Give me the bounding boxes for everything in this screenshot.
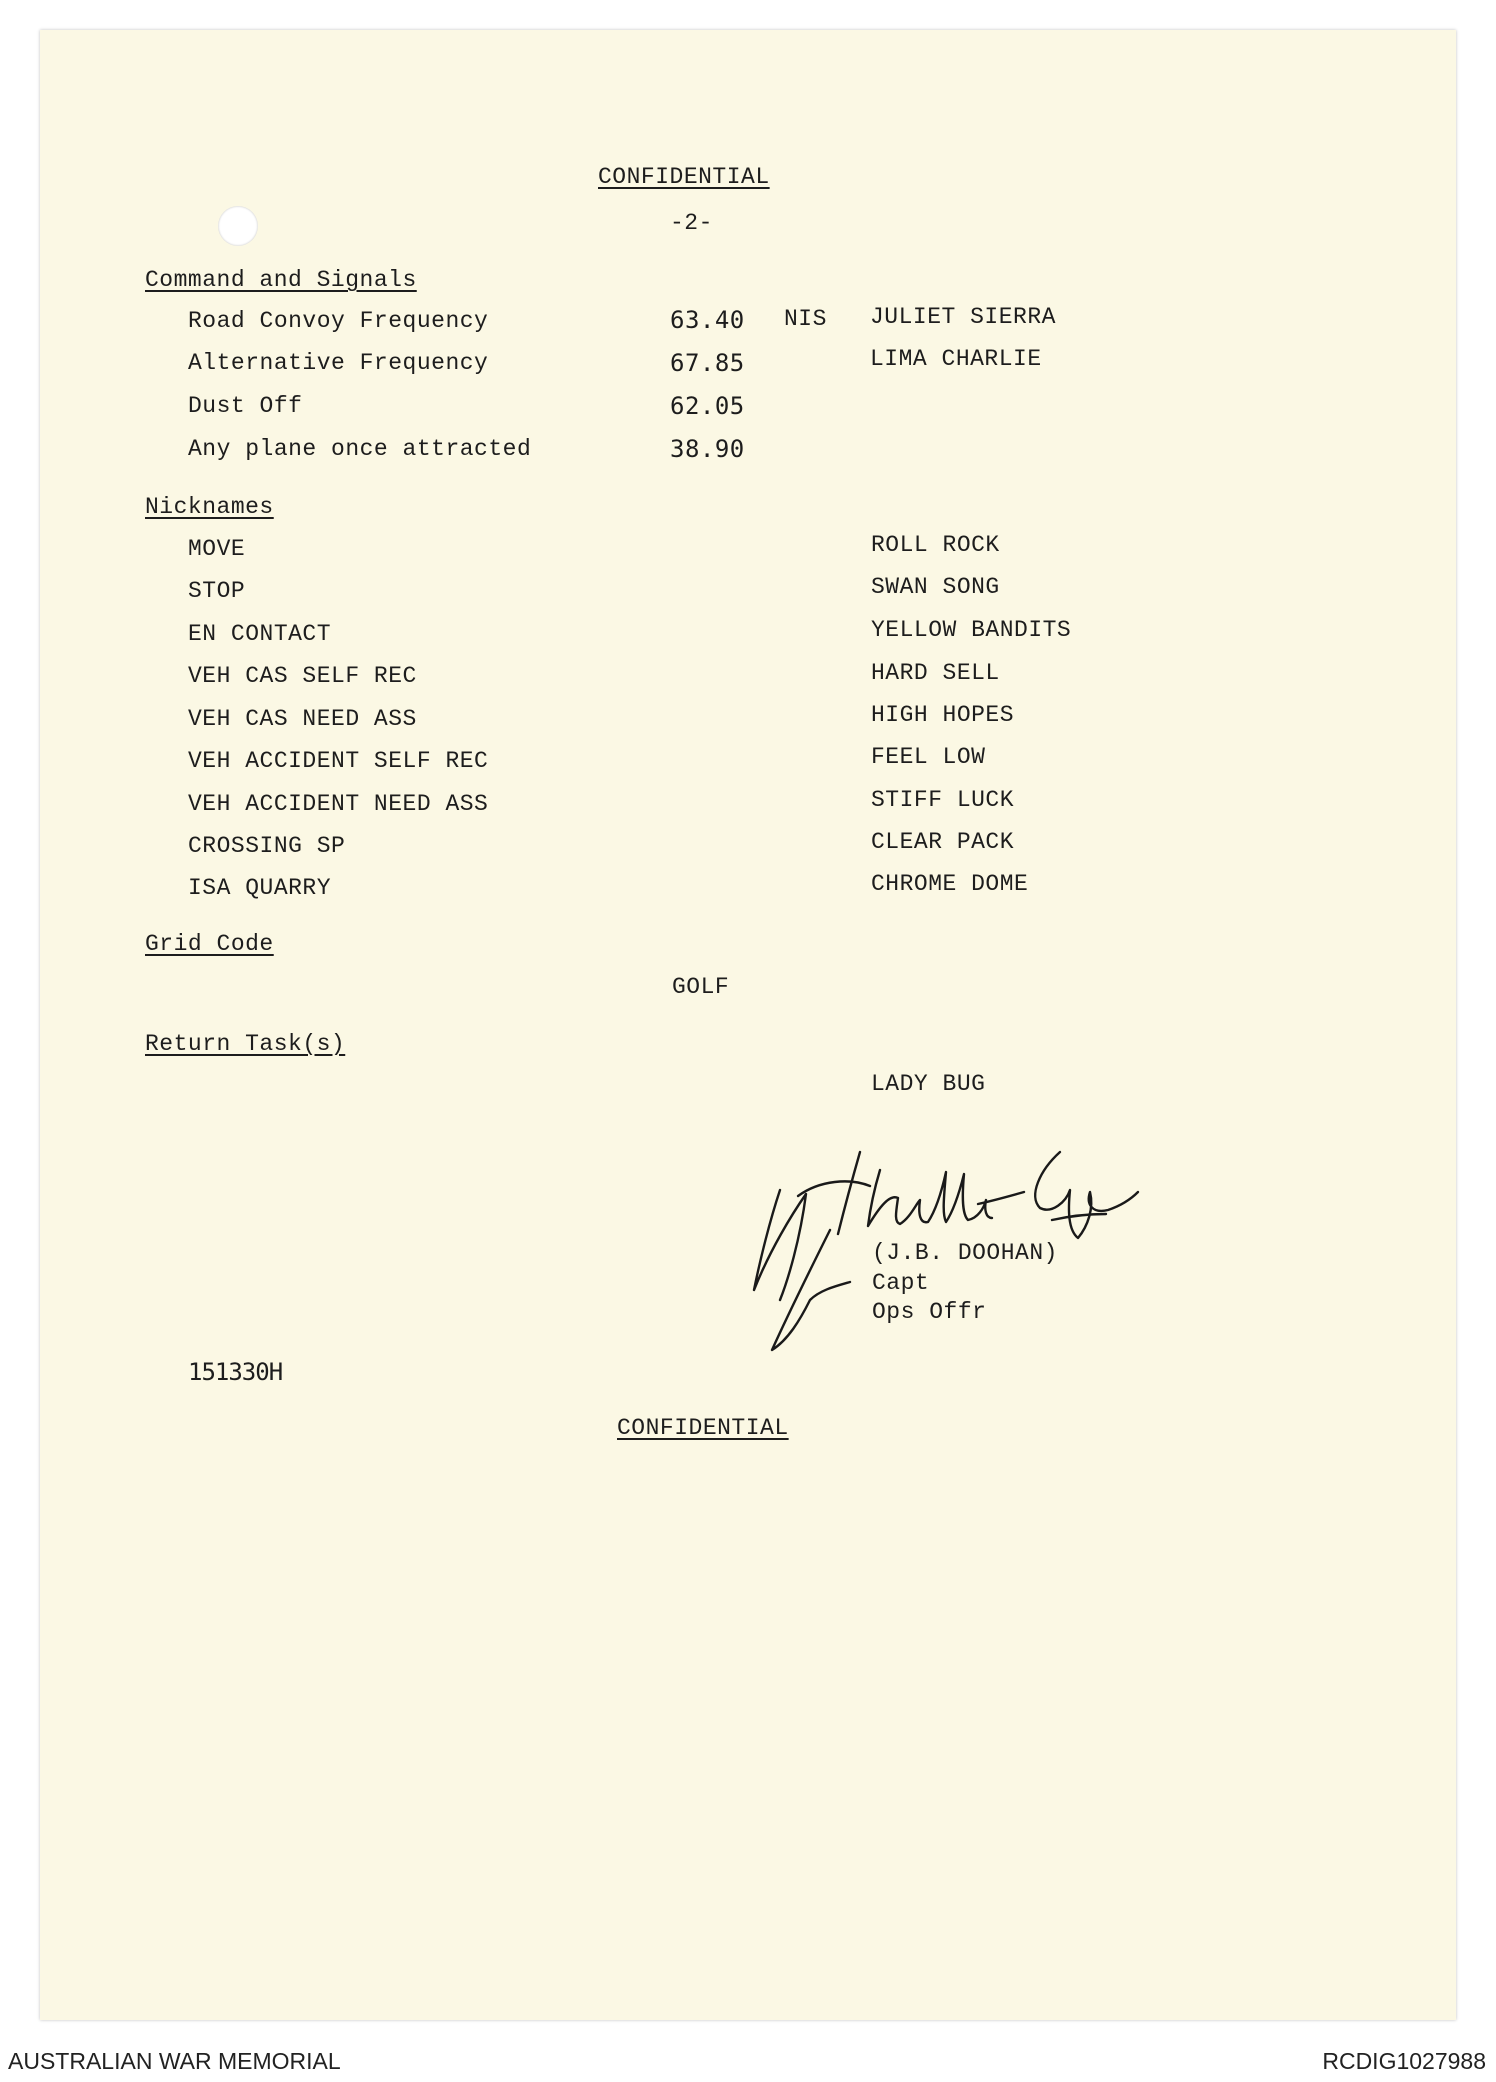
nickname-value: ROLL ROCK: [871, 532, 1000, 558]
signal-code: NIS: [784, 306, 827, 332]
grid-code-heading: Grid Code: [145, 931, 274, 957]
signal-frequency: 38.90: [670, 435, 745, 463]
signatory-name: (J.B. DOOHAN): [872, 1240, 1058, 1266]
archive-credit: AUSTRALIAN WAR MEMORIAL: [8, 2048, 341, 2074]
archive-reference: RCDIG1027988: [1322, 2048, 1486, 2074]
signatory-rank: Capt: [872, 1270, 930, 1296]
nickname-term: EN CONTACT: [188, 621, 332, 647]
signal-label: Any plane once attracted: [188, 436, 532, 462]
nickname-term: VEH CAS NEED ASS: [188, 706, 417, 732]
page-number: -2-: [670, 210, 713, 236]
grid-code-value: GOLF: [672, 974, 730, 1000]
signal-callsign: LIMA CHARLIE: [870, 346, 1042, 372]
return-tasks-value: LADY BUG: [871, 1071, 986, 1097]
signal-label: Alternative Frequency: [188, 350, 489, 376]
signatory-appointment: Ops Offr: [872, 1299, 987, 1325]
signal-frequency: 63.40: [670, 306, 745, 334]
nickname-value: CHROME DOME: [871, 871, 1029, 897]
signal-label: Dust Off: [188, 393, 303, 419]
classification-bottom: CONFIDENTIAL: [617, 1415, 789, 1441]
nickname-term: VEH ACCIDENT NEED ASS: [188, 791, 489, 817]
nickname-value: STIFF LUCK: [871, 787, 1015, 813]
date-time-group: 151330H: [188, 1358, 283, 1386]
nickname-value: FEEL LOW: [871, 744, 986, 770]
nickname-term: ISA QUARRY: [188, 875, 332, 901]
signal-callsign: JULIET SIERRA: [870, 304, 1056, 330]
signal-frequency: 67.85: [670, 349, 745, 377]
nickname-value: HIGH HOPES: [871, 702, 1015, 728]
classification-top: CONFIDENTIAL: [598, 164, 770, 190]
nicknames-heading: Nicknames: [145, 494, 274, 520]
nickname-term: CROSSING SP: [188, 833, 346, 859]
command-signals-heading: Command and Signals: [145, 267, 417, 293]
nickname-term: STOP: [188, 578, 246, 604]
nickname-value: HARD SELL: [871, 660, 1000, 686]
nickname-value: SWAN SONG: [871, 574, 1000, 600]
punch-hole: [218, 206, 258, 246]
signal-frequency: 62.05: [670, 392, 745, 420]
nickname-value: CLEAR PACK: [871, 829, 1015, 855]
return-tasks-heading: Return Task(s): [145, 1031, 346, 1057]
signal-label: Road Convoy Frequency: [188, 308, 489, 334]
nickname-term: VEH ACCIDENT SELF REC: [188, 748, 489, 774]
nickname-term: MOVE: [188, 536, 246, 562]
nickname-value: YELLOW BANDITS: [871, 617, 1072, 643]
nickname-term: VEH CAS SELF REC: [188, 663, 417, 689]
